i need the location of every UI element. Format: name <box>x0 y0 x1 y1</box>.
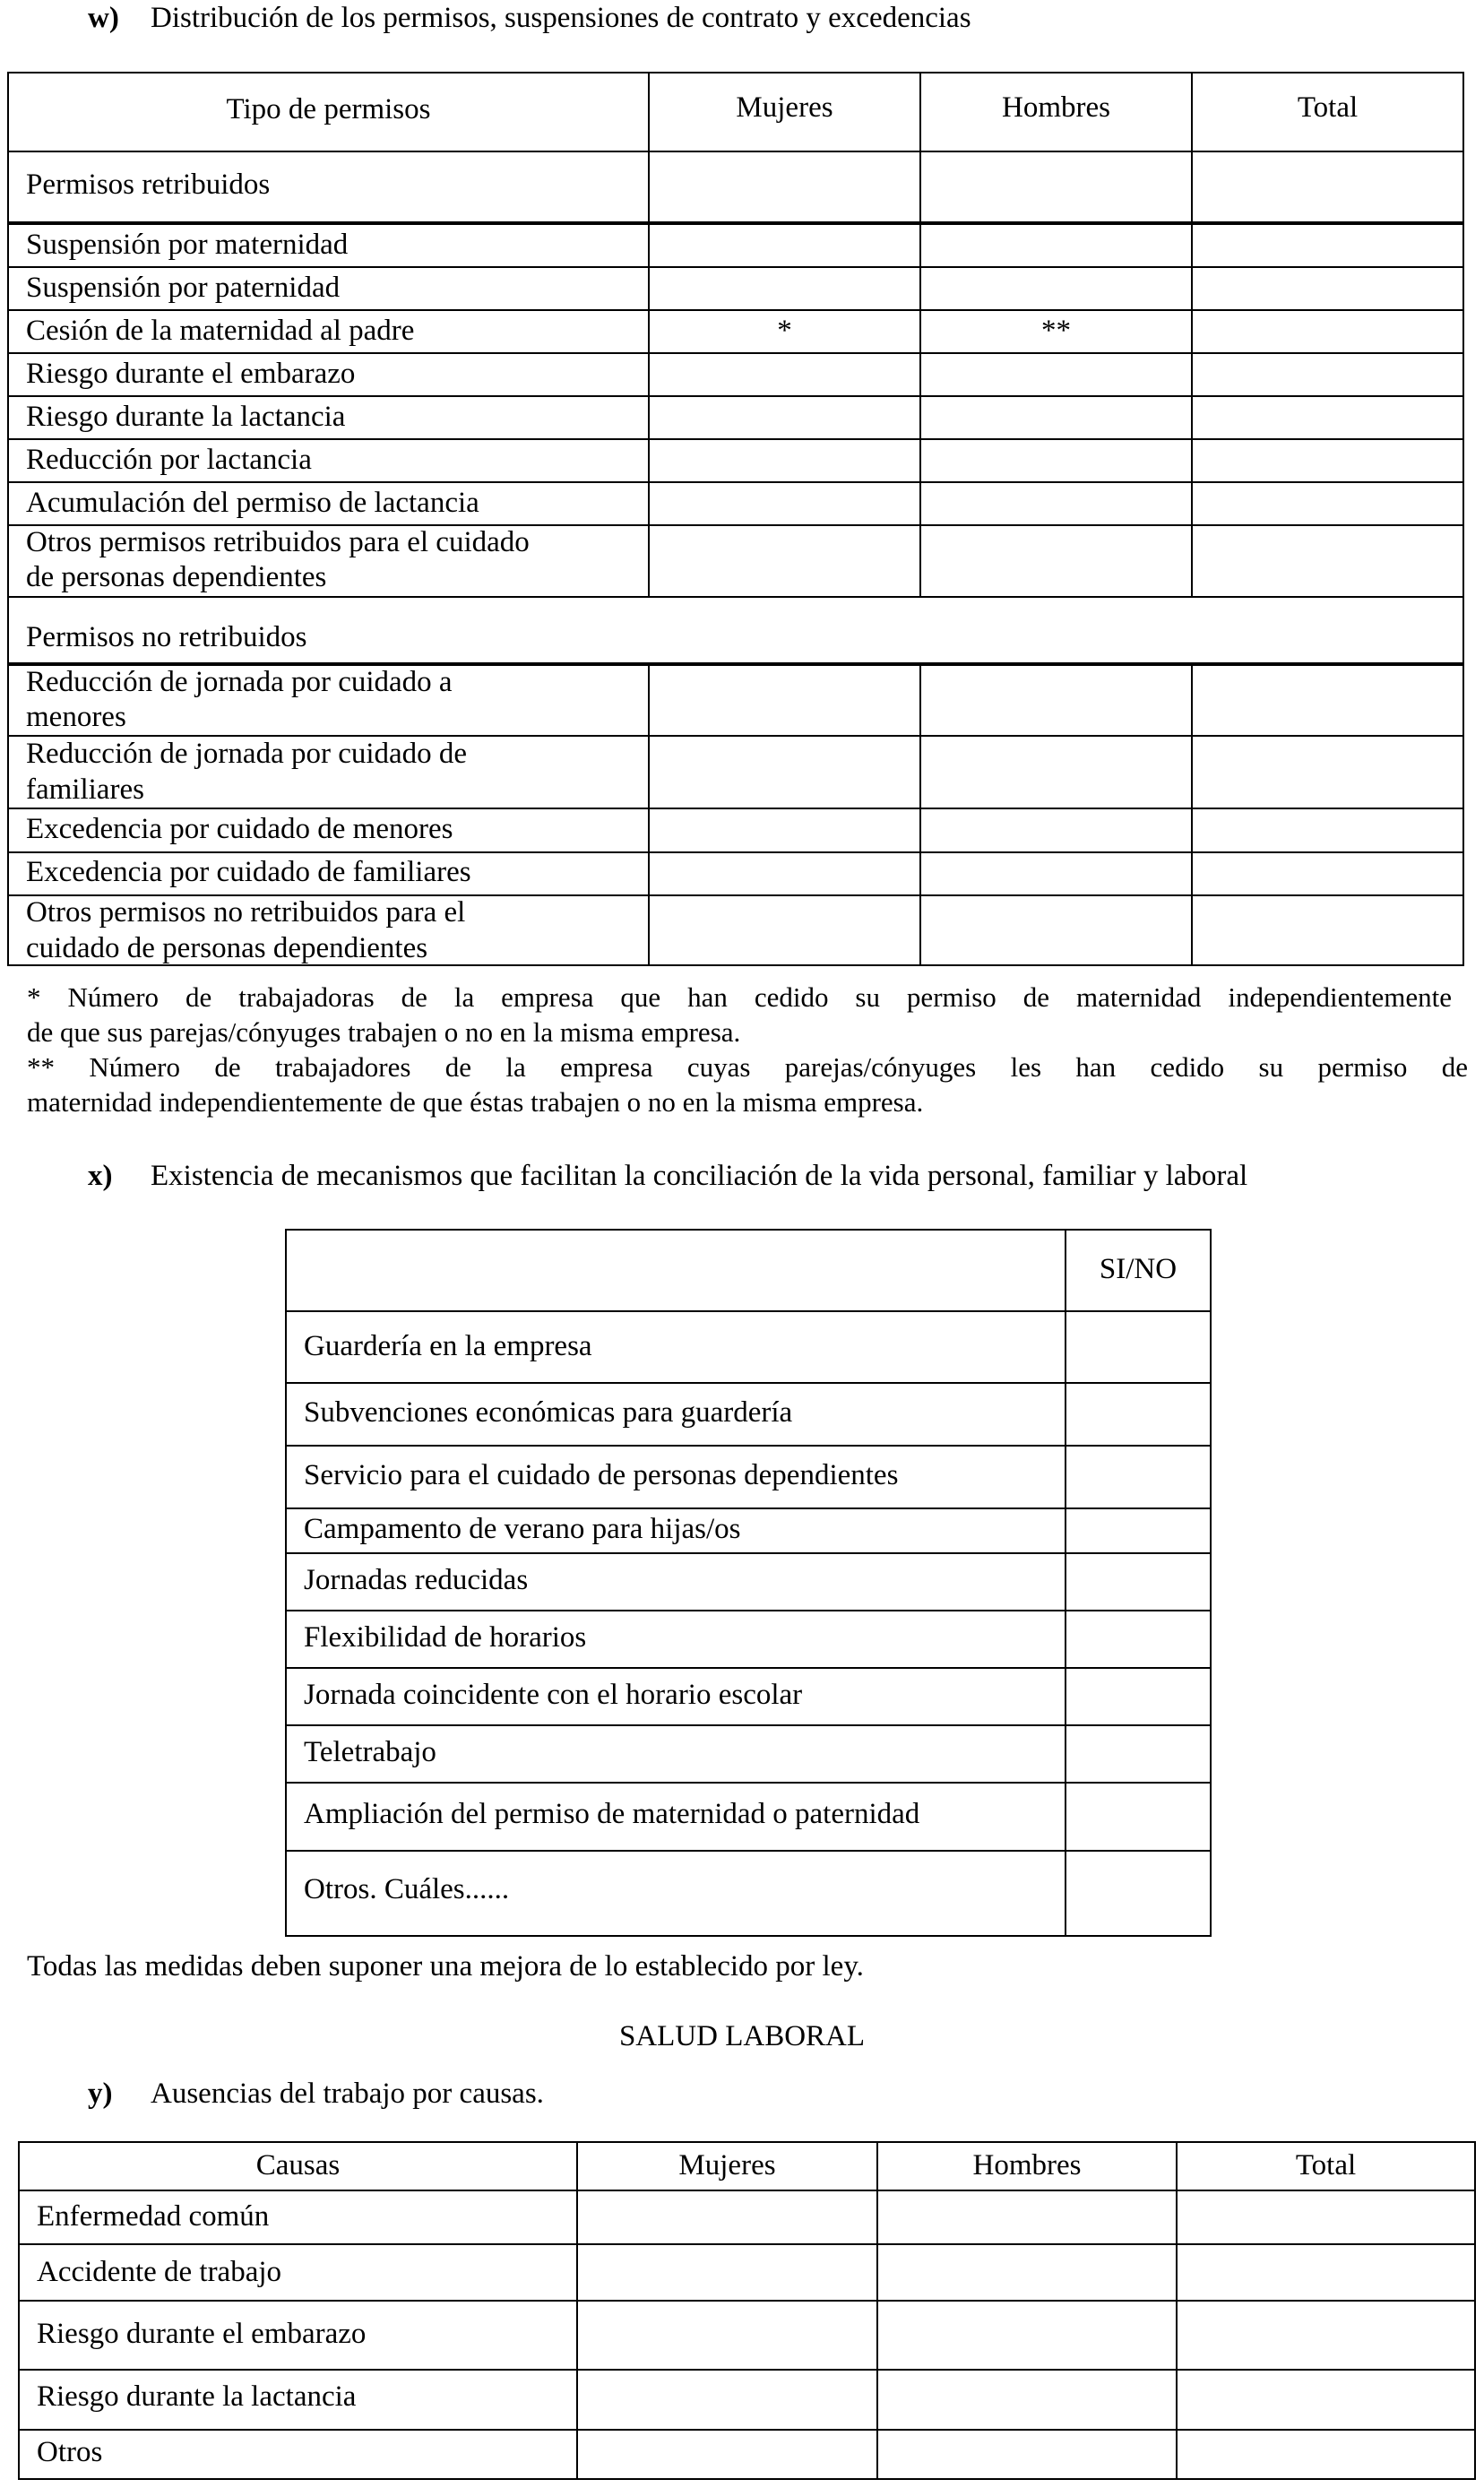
col-header-hombres: Hombres <box>972 2149 1082 2181</box>
row-divider <box>7 266 1464 268</box>
row-divider <box>285 1850 1212 1852</box>
row-divider <box>7 481 1464 483</box>
footnote-2 <box>27 1050 1468 1120</box>
table-row-label: Reducción por lactancia <box>26 444 312 476</box>
col-header-total: Total <box>1295 2149 1357 2181</box>
section-w-heading <box>88 2 971 35</box>
row-divider <box>18 2369 1476 2371</box>
row-divider <box>7 221 1464 225</box>
row-divider <box>285 1782 1212 1784</box>
col-divider <box>648 663 650 966</box>
section-w-letter: w) <box>88 2 119 34</box>
col-header-si-no: SI/NO <box>1099 1253 1178 1285</box>
row-divider <box>7 395 1464 397</box>
row-divider <box>7 309 1464 311</box>
table-row-label: Otros permisos no retribuidos para el <box>26 896 466 929</box>
section-x-heading <box>88 1160 1247 1193</box>
row-divider <box>285 1310 1212 1312</box>
row-divider <box>285 1507 1212 1509</box>
row-divider <box>18 2429 1476 2431</box>
section-x-letter: x) <box>88 1160 113 1192</box>
footnote-2-line2: maternidad independientemente de que éstas trabajen o no en la misma empresa. <box>27 1085 924 1118</box>
table-row-label-cont: cuidado de personas dependientes <box>26 932 428 964</box>
table-row-label: Flexibilidad de horarios <box>304 1621 587 1654</box>
table-row-label: Otros <box>37 2436 103 2468</box>
col-header-tipo: Tipo de permisos <box>226 93 431 125</box>
medidas-note: Todas las medidas deben suponer una mejora de lo establecido por ley. <box>27 1950 864 1983</box>
table-row-label: Campamento de verano para hijas/os <box>304 1513 741 1545</box>
hombres-marker: ** <box>1041 315 1071 347</box>
table-row-label: Riesgo durante el embarazo <box>37 2318 367 2350</box>
group-label-no-retribuidos: Permisos no retribuidos <box>26 621 307 653</box>
table-row-label: Guardería en la empresa <box>304 1330 592 1362</box>
row-divider <box>18 2190 1476 2191</box>
section-w-title: Distribución de los permisos, suspensiones de contrato y excedencias <box>151 2 971 34</box>
section-y-title: Ausencias del trabajo por causas. <box>151 2078 544 2110</box>
table-row-label: Riesgo durante el embarazo <box>26 358 356 390</box>
row-divider <box>7 438 1464 440</box>
row-divider <box>285 1552 1212 1554</box>
row-divider <box>18 2243 1476 2245</box>
col-divider <box>919 663 921 966</box>
footnote-1-line2: de que sus parejas/cónyuges trabajen o no en la misma empresa. <box>27 1015 741 1048</box>
table-row-label: Cesión de la maternidad al padre <box>26 315 415 347</box>
row-divider <box>18 2300 1476 2302</box>
table-row-label: Riesgo durante la lactancia <box>37 2380 357 2413</box>
table-row-label: Suspensión por paternidad <box>26 272 341 304</box>
table-row-label-cont: de personas dependientes <box>26 561 327 593</box>
row-divider <box>7 151 1464 152</box>
table-row-label: Riesgo durante la lactancia <box>26 401 346 433</box>
section-x-title: Existencia de mecanismos que facilitan la conciliación de la vida personal, familiar y laboral <box>151 1160 1248 1192</box>
footnote-1-line1: * Número de trabajadoras de la empresa que han cedido su permiso de maternidad independientemente <box>27 981 1452 1013</box>
table-row-label: Otros. Cuáles...... <box>304 1873 510 1905</box>
col-header-mujeres: Mujeres <box>678 2149 776 2181</box>
table-row-label: Accidente de trabajo <box>37 2256 282 2288</box>
row-divider <box>7 808 1464 809</box>
row-divider <box>285 1667 1212 1669</box>
col-header-hombres: Hombres <box>1002 91 1110 124</box>
table-row-label: Acumulación del permiso de lactancia <box>26 487 479 519</box>
footnote-1 <box>27 981 1452 1050</box>
table-row-label: Suspensión por maternidad <box>26 229 349 261</box>
row-divider <box>285 1724 1212 1726</box>
row-divider <box>285 1382 1212 1384</box>
table-row-label: Servicio para el cuidado de personas dependientes <box>304 1459 899 1491</box>
table-row-label: Otros permisos retribuidos para el cuidado <box>26 526 530 558</box>
col-header-causas: Causas <box>255 2149 341 2181</box>
col-header-mujeres: Mujeres <box>736 91 833 124</box>
table-row-label: Ampliación del permiso de maternidad o paternidad <box>304 1798 920 1830</box>
table-row-label: Jornada coincidente con el horario escolar <box>304 1679 803 1711</box>
table-row-label: Enfermedad común <box>37 2200 270 2233</box>
col-divider <box>1065 1229 1066 1937</box>
section-y-heading <box>88 2078 544 2111</box>
row-divider <box>7 851 1464 853</box>
col-header-total: Total <box>1297 91 1359 124</box>
table-row-label: Excedencia por cuidado de familiares <box>26 856 471 888</box>
table-row-label: Reducción de jornada por cuidado de <box>26 738 468 770</box>
table-row-label-cont: familiares <box>26 773 144 806</box>
section-y-letter: y) <box>88 2078 113 2110</box>
col-divider <box>1191 663 1193 966</box>
row-divider <box>7 596 1464 598</box>
row-divider <box>285 1610 1212 1611</box>
row-divider <box>285 1445 1212 1447</box>
table-row-label: Teletrabajo <box>304 1736 436 1768</box>
table-row-label: Reducción de jornada por cuidado a <box>26 666 453 698</box>
footnote-2-line1: ** Número de trabajadores de la empresa cuyas parejas/cónyuges les han cedido su permiso de <box>27 1051 1468 1083</box>
row-divider <box>7 352 1464 354</box>
table-row-label: Subvenciones económicas para guardería <box>304 1396 793 1429</box>
mujeres-marker: * <box>777 315 792 347</box>
group-label-retribuidos: Permisos retribuidos <box>26 168 271 201</box>
table-row-label-cont: menores <box>26 701 126 733</box>
table-row-label: Excedencia por cuidado de menores <box>26 813 453 845</box>
table-row-label: Jornadas reducidas <box>304 1564 529 1596</box>
salud-laboral-title: SALUD LABORAL <box>618 2020 866 2052</box>
